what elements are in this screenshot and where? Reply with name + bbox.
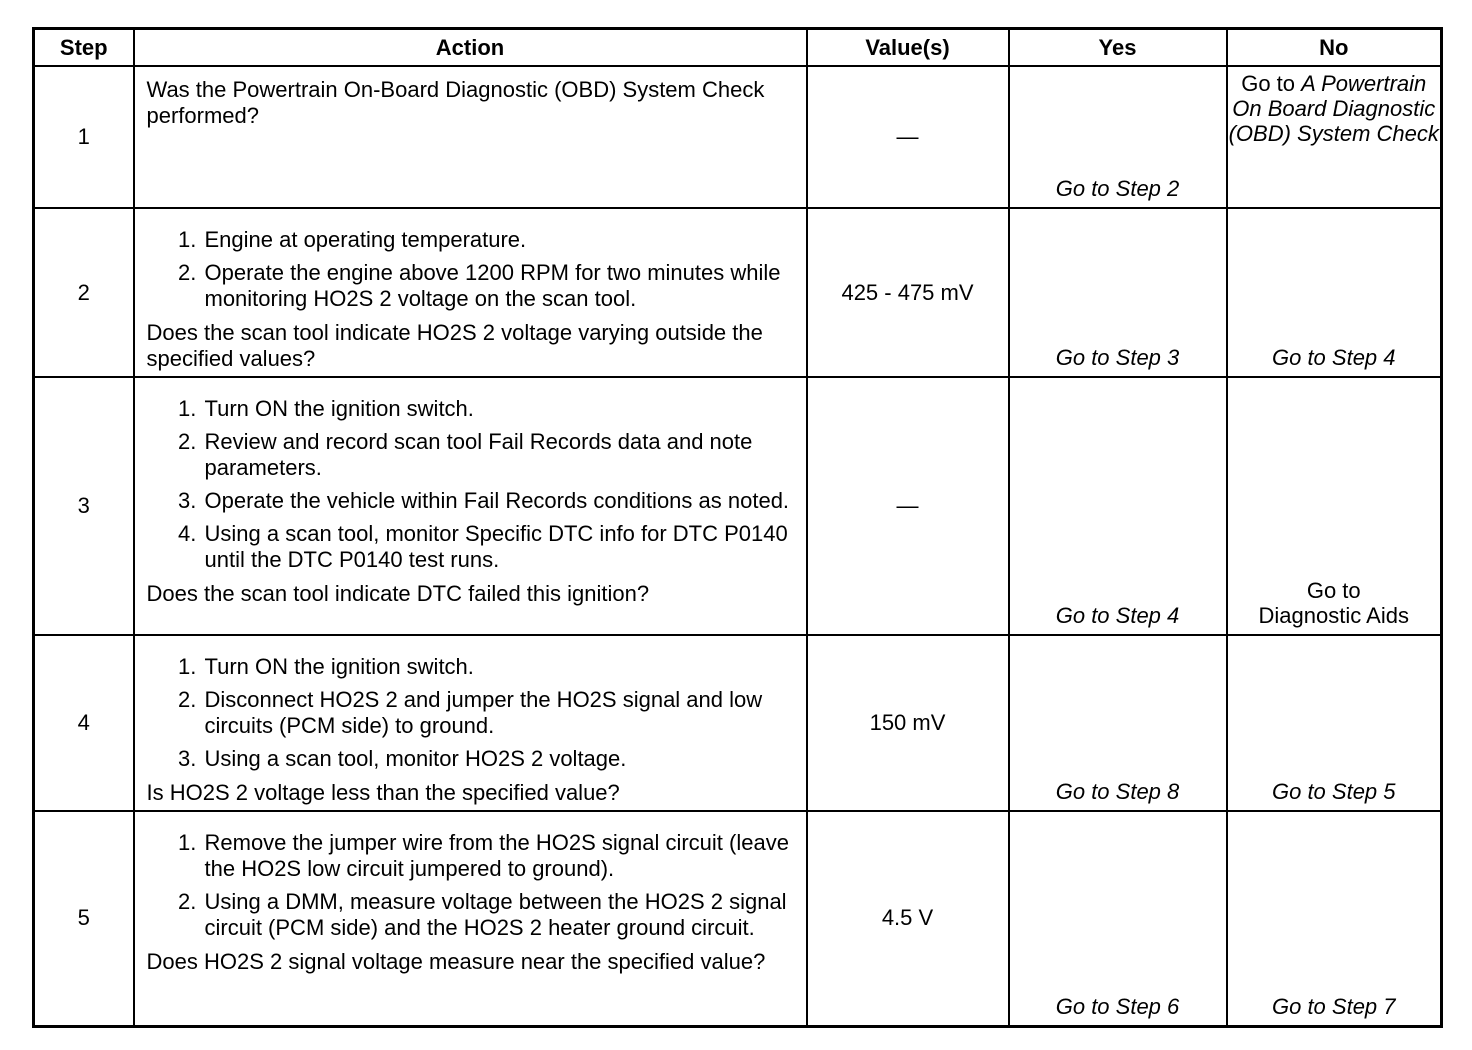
substep-list	[147, 830, 794, 941]
action-question: Does the scan tool indicate DTC failed this ignition?	[146, 581, 650, 606]
table-row	[34, 635, 1442, 811]
header-no: No	[1227, 29, 1442, 67]
header-yes: Yes	[1009, 29, 1227, 67]
action-cell	[134, 208, 807, 377]
substep: 3. Using a scan tool, monitor HO2S 2 voltage.	[203, 746, 794, 772]
table-row	[34, 66, 1442, 208]
substep-list	[147, 654, 794, 772]
yes-cell: Go to Step 6	[1009, 811, 1227, 1026]
no-cell: Go to Step 7	[1227, 811, 1442, 1026]
no-line: Diagnostic Aids	[1258, 603, 1409, 628]
action-cell	[134, 377, 807, 635]
action-question: Does the scan tool indicate HO2S 2 voltage varying outside the specified values?	[146, 320, 763, 371]
value-cell: —	[807, 377, 1009, 635]
no-cell: Go to Step 4	[1227, 208, 1442, 377]
table-row	[34, 377, 1442, 635]
no-cell	[1227, 377, 1442, 635]
value-cell: 150 mV	[807, 635, 1009, 811]
substep-list	[147, 396, 794, 573]
step-number: 1	[34, 66, 134, 208]
no-line: Go to	[1306, 578, 1361, 603]
value-cell: —	[807, 66, 1009, 208]
substep: 2. Operate the engine above 1200 RPM for two minutes while monitoring HO2S 2 voltage on the scan tool.	[203, 260, 794, 312]
action-question: Was the Powertrain On-Board Diagnostic (OBD) System Check performed?	[146, 77, 765, 128]
yes-cell: Go to Step 2	[1009, 66, 1227, 208]
no-link: A Powertrain On Board Diagnostic (OBD) System Check	[1228, 71, 1439, 146]
diagnostic-table	[32, 27, 1443, 1028]
substep-list	[147, 227, 794, 312]
yes-cell: Go to Step 8	[1009, 635, 1227, 811]
header-action: Action	[134, 29, 807, 67]
yes-cell: Go to Step 4	[1009, 377, 1227, 635]
substep: 1. Turn ON the ignition switch.	[203, 654, 794, 680]
action-question: Is HO2S 2 voltage less than the specified value?	[146, 780, 620, 805]
value-cell: 425 - 475 mV	[807, 208, 1009, 377]
action-cell	[134, 811, 807, 1026]
step-number: 2	[34, 208, 134, 377]
header-step: Step	[34, 29, 134, 67]
substep: 1. Engine at operating temperature.	[203, 227, 794, 253]
action-cell	[134, 66, 807, 208]
action-cell	[134, 635, 807, 811]
table-row	[34, 208, 1442, 377]
substep: 2. Review and record scan tool Fail Records data and note parameters.	[203, 429, 794, 481]
substep: 2. Using a DMM, measure voltage between the HO2S 2 signal circuit (PCM side) and the HO2S 2 heater ground circuit.	[203, 889, 794, 941]
no-cell: Go to Step 5	[1227, 635, 1442, 811]
header-row	[34, 29, 1442, 67]
substep: 2. Disconnect HO2S 2 and jumper the HO2S signal and low circuits (PCM side) to ground.	[203, 687, 794, 739]
step-number: 3	[34, 377, 134, 635]
no-cell	[1227, 66, 1442, 208]
substep: 4. Using a scan tool, monitor Specific DTC info for DTC P0140 until the DTC P0140 test runs.	[203, 521, 794, 573]
step-number: 4	[34, 635, 134, 811]
yes-cell: Go to Step 3	[1009, 208, 1227, 377]
value-cell: 4.5 V	[807, 811, 1009, 1026]
step-number: 5	[34, 811, 134, 1026]
substep: 1. Turn ON the ignition switch.	[203, 396, 794, 422]
action-question: Does HO2S 2 signal voltage measure near the specified value?	[146, 949, 766, 974]
substep: 1. Remove the jumper wire from the HO2S signal circuit (leave the HO2S low circuit jumpered to ground).	[203, 830, 794, 882]
header-values: Value(s)	[807, 29, 1009, 67]
no-prefix: Go to	[1241, 71, 1296, 96]
substep: 3. Operate the vehicle within Fail Records conditions as noted.	[203, 488, 794, 514]
table-row	[34, 811, 1442, 1026]
